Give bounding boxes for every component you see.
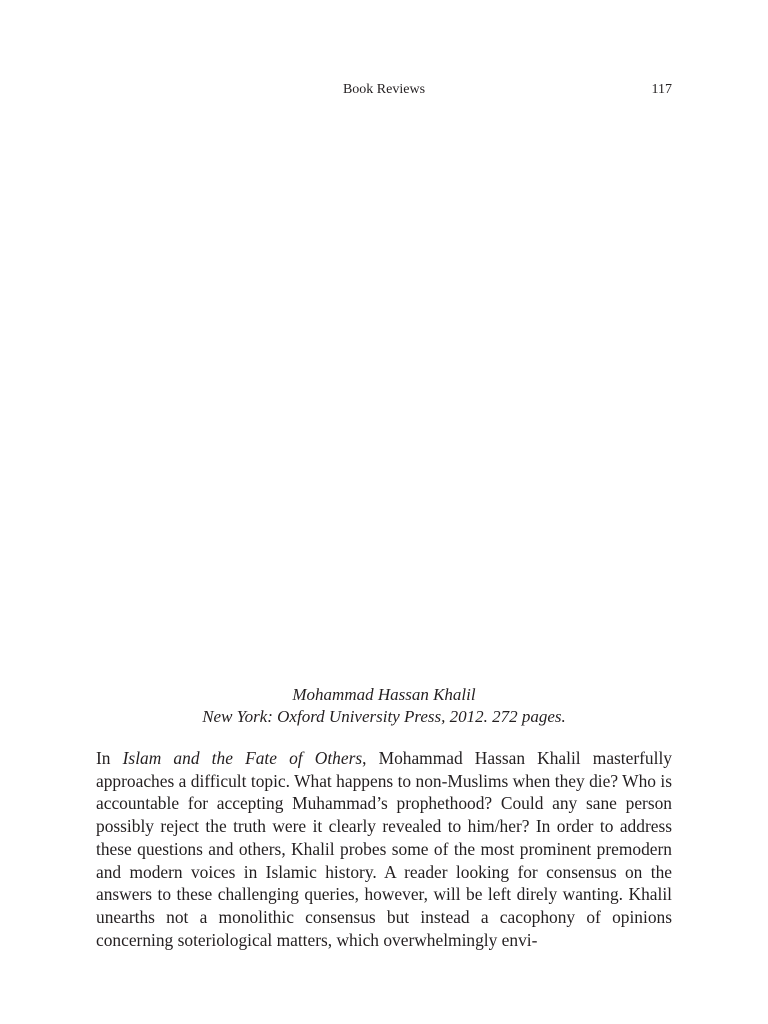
review-paragraph [96, 747, 672, 951]
running-title: Book Reviews [342, 82, 426, 97]
paragraph-intro: In [96, 748, 123, 768]
page-number: 117 [651, 82, 672, 97]
paragraph-text: , Mohammad Hassan Khalil masterfully approaches a difficult topic. What happens to non-Muslims when they die? Who is accountable for accepting Muhammad’s prophethood? Could any sane person possibly reject the truth were it clearly revealed to him/her? In order to address these questions and others, Khalil probes some of the most prominent premodern and modern voices in Islamic history. A reader looking for consensus on the answers to these challenging queries, however, will be left direly wanting. Khalil unearths not a monolithic consensus but instead a cacophony of opinions concerning soteriological matters, which overwhelmingly envi- [96, 748, 672, 950]
book-author: Mohammad Hassan Khalil [292, 685, 476, 704]
publication-info: New York: Oxford University Press, 2012. 272 pages. [202, 707, 566, 726]
book-title: Islam and the Fate of Others [122, 748, 363, 768]
review-byline [96, 684, 672, 728]
review-body [96, 747, 672, 951]
running-header [96, 82, 672, 102]
